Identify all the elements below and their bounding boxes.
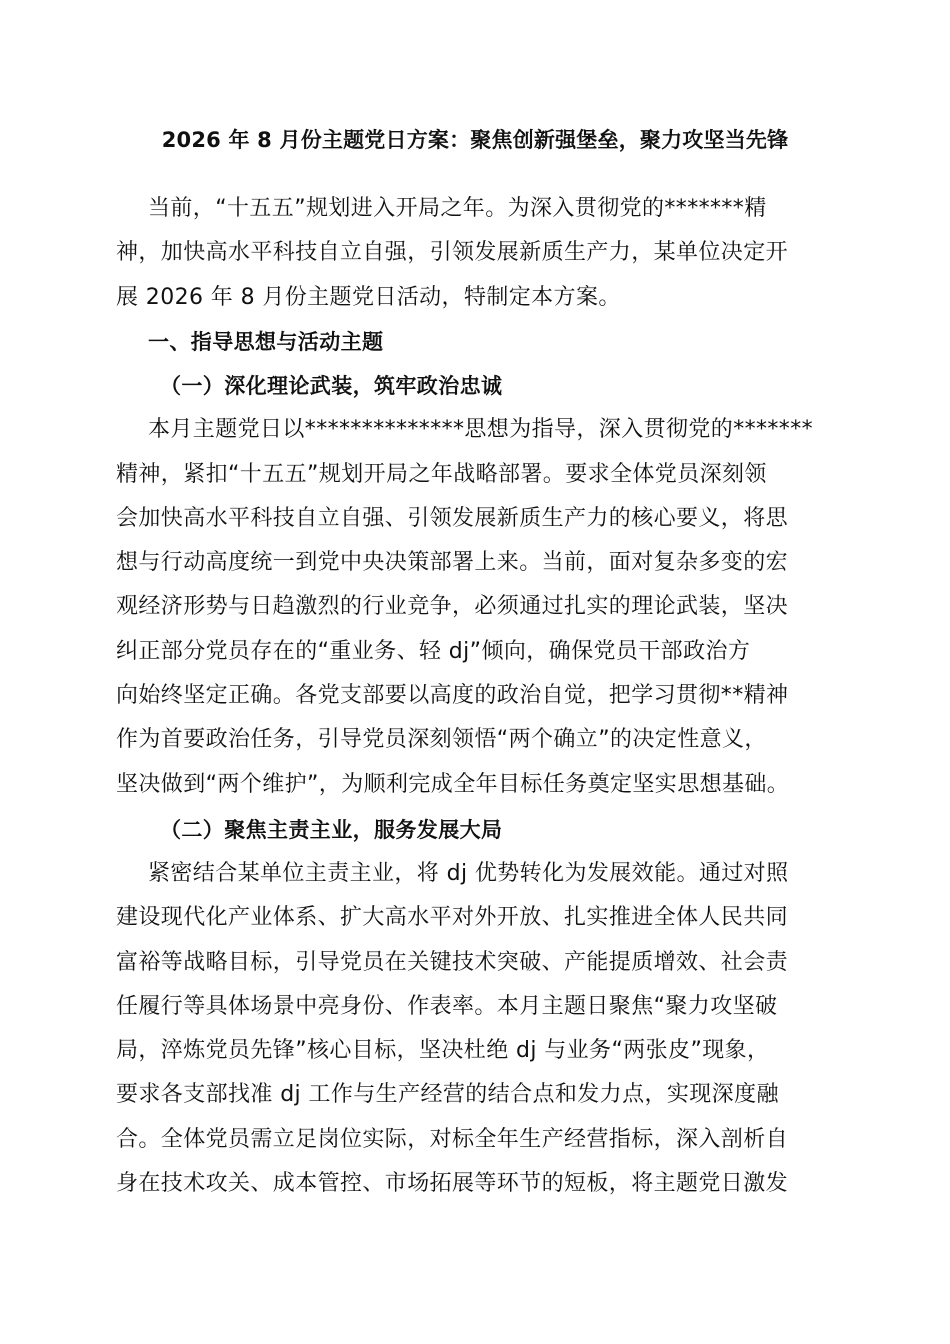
paragraph-line: 想与行动高度统一到党中央决策部署上来。当前，面对复杂多变的宏	[116, 550, 789, 575]
section-heading: 一、指导思想与活动主题	[148, 330, 384, 354]
paragraph-line: 纠正部分党员存在的“重业务、轻 dj”倾向，确保党员干部政治方	[116, 639, 751, 664]
subsection-heading: （一）深化理论武装，筑牢政治忠诚	[160, 374, 503, 398]
paragraph-line: 作为首要政治任务，引导党员深刻领悟“两个确立”的决定性意义，	[116, 727, 767, 752]
intro-line: 神，加快高水平科技自立自强，引领发展新质生产力，某单位决定开	[116, 240, 789, 265]
paragraph-line: 建设现代化产业体系、扩大高水平对外开放、扎实推进全体人民共同	[116, 905, 789, 930]
paragraph-line: 紧密结合某单位主责主业，将 dj 优势转化为发展效能。通过对照	[148, 861, 789, 886]
paragraph-line: 任履行等具体场景中亮身份、作表率。本月主题日聚焦“聚力攻坚破	[116, 994, 778, 1019]
paragraph-line: 精神，紧扣“十五五”规划开局之年战略部署。要求全体党员深刻领	[116, 462, 767, 487]
paragraph-line: 身在技术攻关、成本管控、市场拓展等环节的短板，将主题党日激发	[116, 1171, 789, 1196]
document-title: 2026 年 8 月份主题党日方案：聚焦创新强堡垒，聚力攻坚当先锋	[161, 128, 789, 152]
intro-line: 展 2026 年 8 月份主题党日活动，特制定本方案。	[116, 285, 621, 310]
paragraph-line: 观经济形势与日趋激烈的行业竞争，必须通过扎实的理论武装，坚决	[116, 594, 789, 619]
intro-line: 当前，“十五五”规划进入开局之年。为深入贯彻党的*******精	[148, 196, 767, 221]
paragraph-line: 本月主题党日以**************思想为指导，深入贯彻党的*******	[148, 417, 814, 442]
paragraph-line: 要求各支部找准 dj 工作与生产经营的结合点和发力点，实现深度融	[116, 1082, 779, 1107]
paragraph-line: 合。全体党员需立足岗位实际，对标全年生产经营指标，深入剖析自	[116, 1127, 789, 1152]
paragraph-line: 会加快高水平科技自立自强、引领发展新质生产力的核心要义，将思	[116, 506, 789, 531]
paragraph-line: 坚决做到“两个维护”，为顺利完成全年目标任务奠定坚实思想基础。	[116, 772, 790, 797]
paragraph-line: 向始终坚定正确。各党支部要以高度的政治自觉，把学习贯彻**精神	[116, 683, 789, 708]
paragraph-line: 富裕等战略目标，引导党员在关键技术突破、产能提质增效、社会责	[116, 950, 789, 975]
subsection-heading: （二）聚焦主责主业，服务发展大局	[160, 818, 503, 842]
paragraph-line: 局，淬炼党员先锋”核心目标，坚决杜绝 dj 与业务“两张皮”现象，	[116, 1038, 770, 1063]
